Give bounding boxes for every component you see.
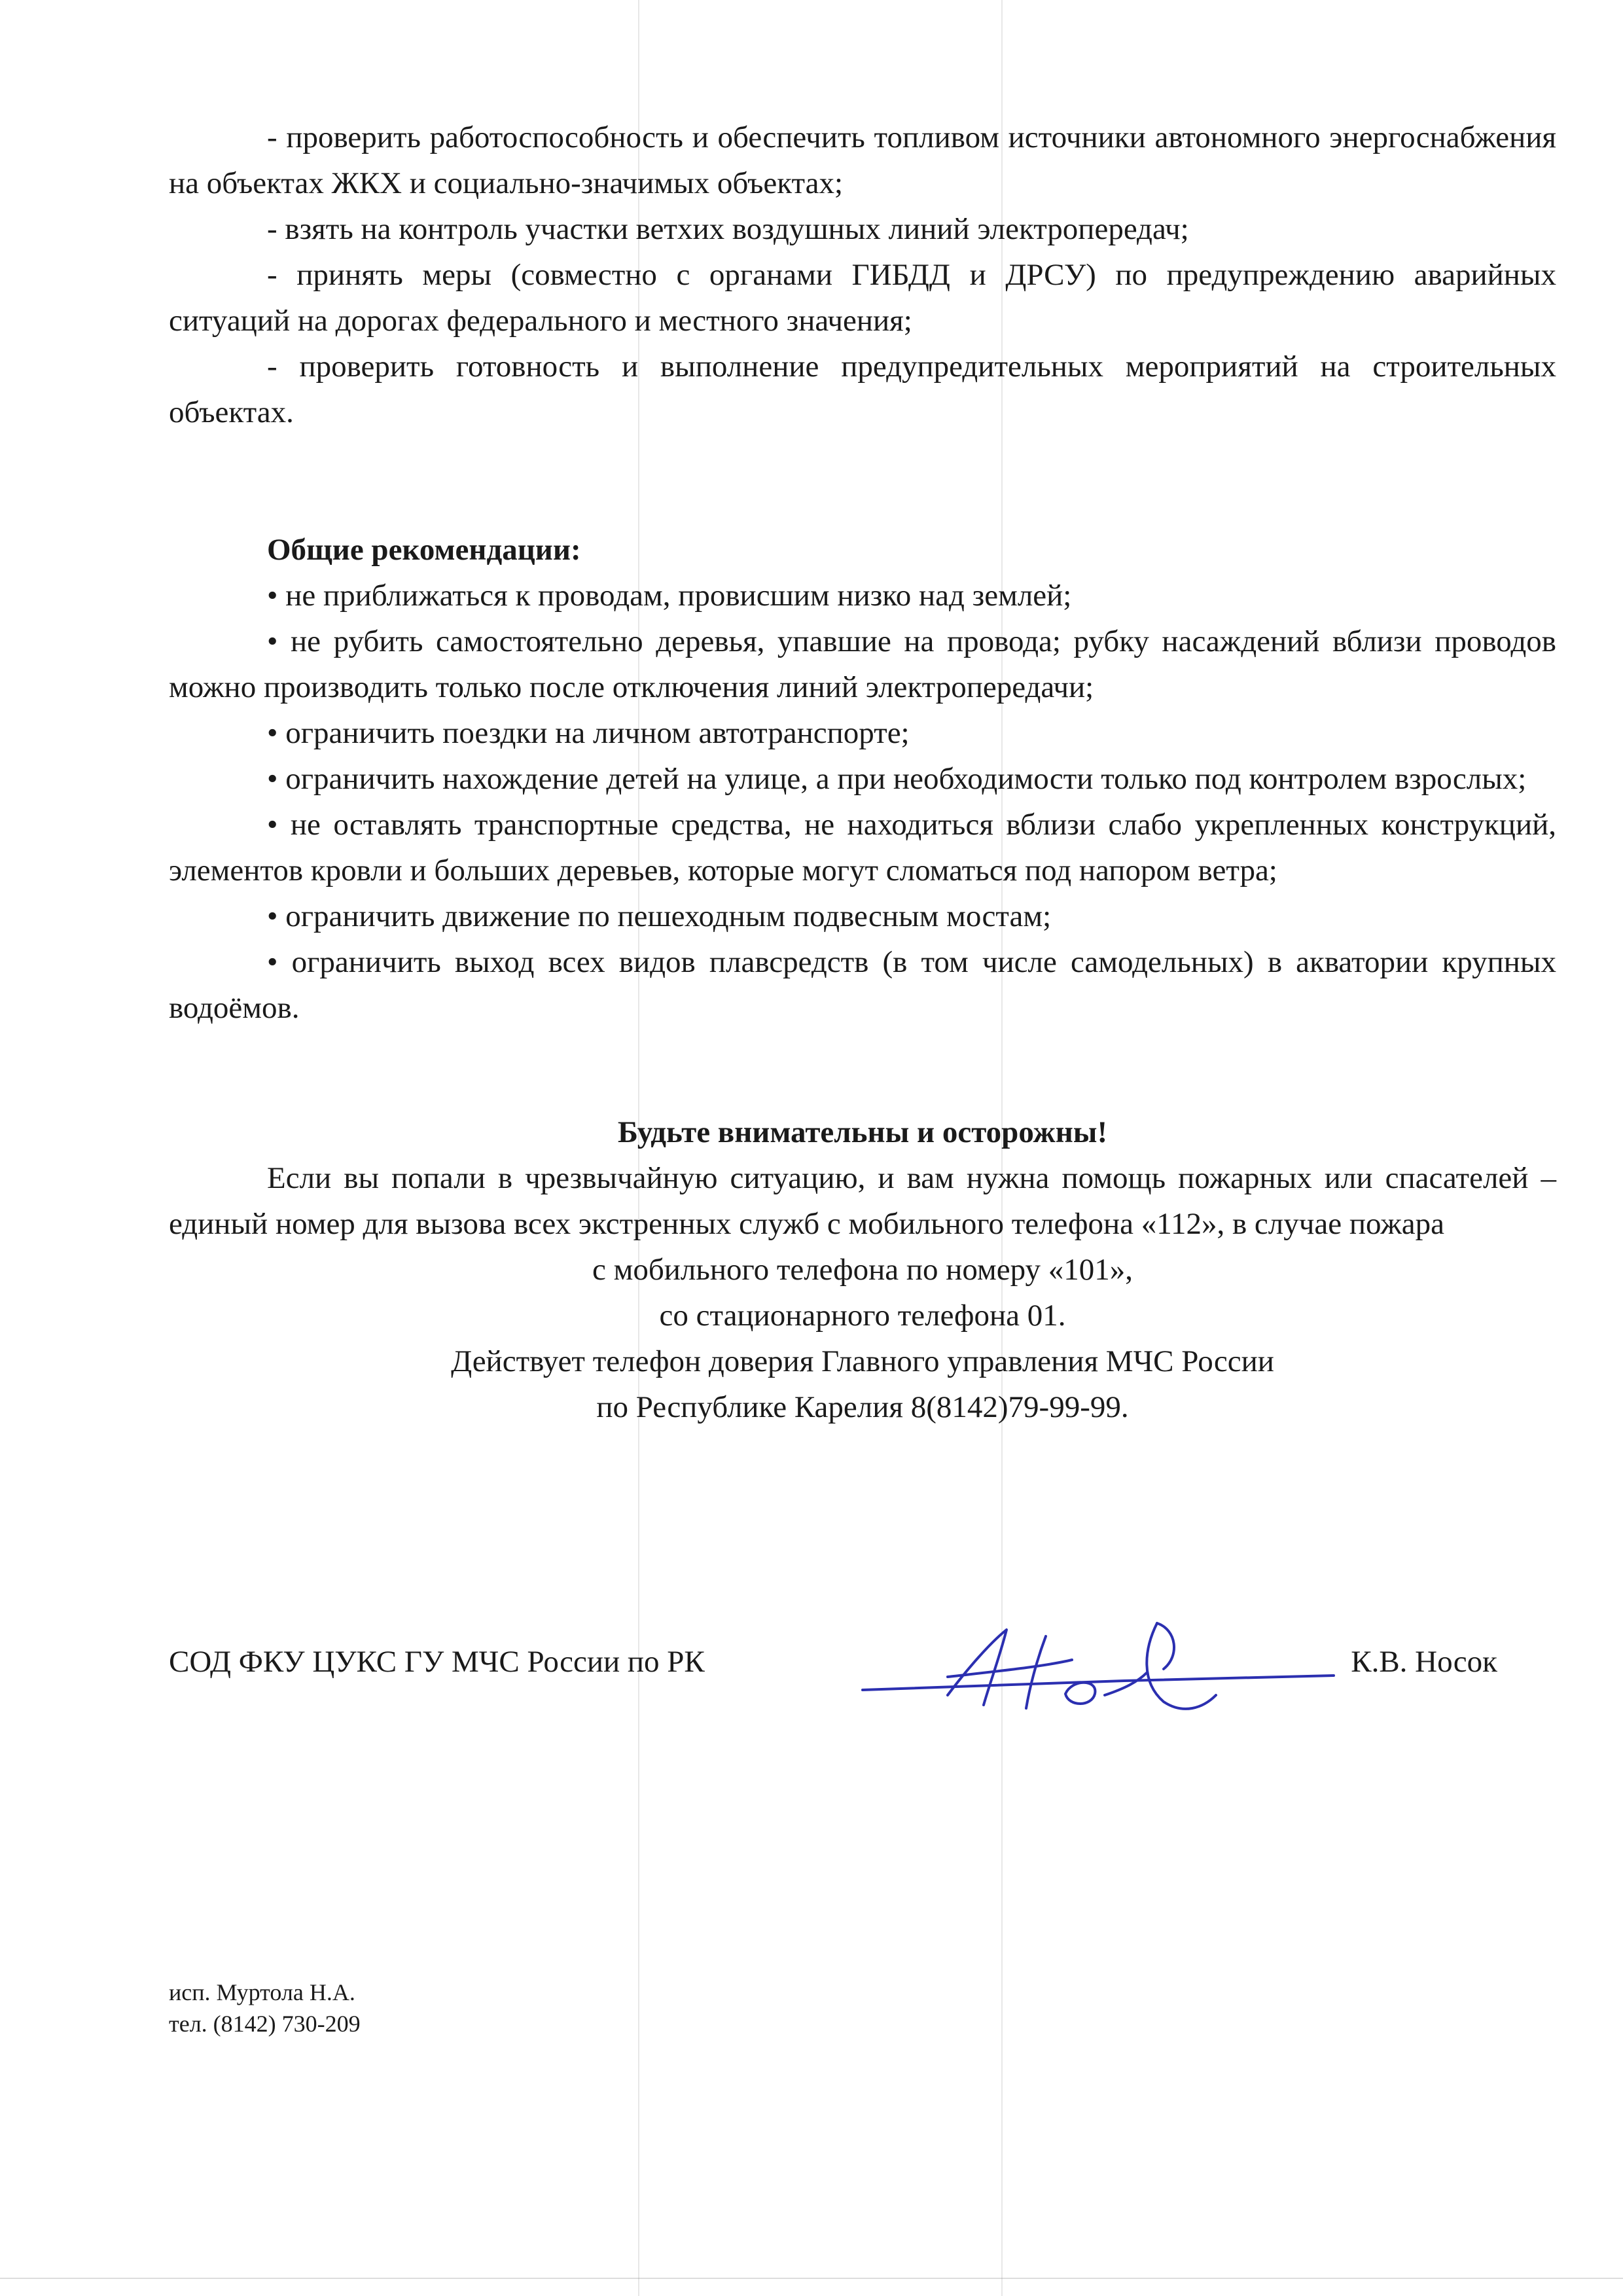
fire-mobile-number: с мобильного телефона по номеру «101», [592,1253,1133,1287]
recommendation-item: • ограничить поездки на личном автотранспорте; [267,716,910,750]
hotline-text: Действует телефон доверия Главного управления МЧС России [451,1344,1274,1378]
recommendation-item: • не оставлять транспортные средства, не находиться вблизи слабо укрепленных конструкций, элементов кровли и больших деревьев, которые могут сломаться под напором ветра; [169,808,1556,888]
executor-phone: тел. (8142) 730-209 [169,2011,361,2037]
signature-block [169,1617,1497,1721]
recommendation-item: • ограничить нахождение детей на улице, а при необходимости только под контролем взрослых; [267,762,1527,796]
recommendation-item: • не приближаться к проводам, провисшим низко над землей; [267,579,1072,613]
instruction-paragraph: - проверить работоспособность и обеспечить топливом источники автономного энергоснабжения на объектах ЖКХ и социально-значимых объектах; [169,120,1556,200]
spacer [169,1031,1556,1109]
handwritten-signature [849,1617,1347,1721]
signatory-organization: СОД ФКУ ЦУКС ГУ МЧС России по РК [169,1645,705,1679]
recommendation-item: • ограничить движение по пешеходным подвесным мостам; [267,899,1052,933]
emergency-numbers-text: Если вы попали в чрезвычайную ситуацию, и вам нужна помощь пожарных или спасателей – единый номер для вызова всех экстренных служб с мобильного телефона «112», в случае пожара [169,1161,1556,1241]
executor-name: исп. Муртола Н.А. [169,1979,355,2005]
instruction-paragraph: - взять на контроль участки ветхих воздушных линий электропередач; [267,212,1189,246]
recommendations-heading: Общие рекомендации: [267,533,581,567]
recommendation-item: • ограничить выход всех видов плавсредств (в том числе самодельных) в акватории крупных водоёмов. [169,945,1556,1025]
document-body [169,115,1556,1430]
warning-title: Будьте внимательны и осторожны! [617,1115,1108,1149]
instruction-paragraph: - проверить готовность и выполнение предупредительных мероприятий на строительных объектах. [169,350,1556,429]
hotline-number: по Республике Карелия 8(8142)79-99-99. [596,1390,1129,1424]
instruction-paragraph: - принять меры (совместно с органами ГИБДД и ДРСУ) по предупреждению аварийных ситуаций на дорогах федерального и местного значения; [169,258,1556,338]
scan-bottom-edge [0,2278,1623,2279]
landline-number: со стационарного телефона 01. [659,1299,1066,1333]
recommendation-item: • не рубить самостоятельно деревья, упавшие на провода; рубку насаждений вблизи проводов можно производить только после отключения линий электропередачи; [169,624,1556,704]
spacer [169,435,1556,527]
signatory-name: К.В. Носок [1351,1645,1497,1679]
executor-block [169,1977,361,2039]
